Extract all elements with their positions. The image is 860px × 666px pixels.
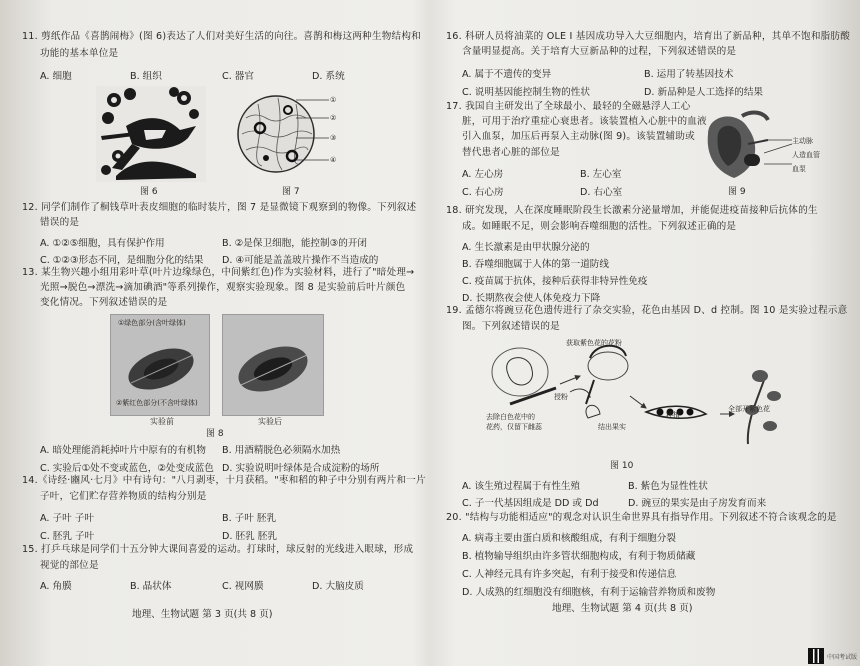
q17-stem-line4: 替代患者心脏的部位是 (462, 147, 560, 158)
label-keep-pistil: 花药，仅留下雌蕊 (486, 423, 542, 431)
q15-stem-line2: 视觉的部位是 (40, 560, 99, 571)
q16-stem-line1: 16. 科研人员将油菜的 OLE I 基因成功导入大豆细胞内，培育出了新品种，其单不饱和脂肪酸 (446, 31, 851, 42)
pea-cross-experiment-figure (470, 334, 800, 454)
q15-option-b: B. 晶状体 (130, 581, 172, 592)
q14-stem-line2: 子叶，它们贮存营养物质的结构分别是 (40, 491, 207, 502)
q16-stem-line2: 含量明显提高。关于培育大豆新品种的过程，下列叙述错误的是 (462, 46, 737, 57)
q14-option-c: C. 胚乳 子叶 (40, 531, 95, 542)
q12-stem-line2: 错误的是 (40, 217, 80, 228)
q16-option-c: C. 说明基因能控制生物的性状 (462, 87, 590, 98)
q14-option-a: A. 子叶 子叶 (40, 513, 94, 524)
q17-option-b: B. 左心室 (580, 169, 622, 180)
q12-option-b: B. ②是保卫细胞，能控制③的开闭 (222, 238, 368, 249)
q13-option-d: D. 实验说明叶绿体是合成淀粉的场所 (222, 463, 380, 474)
q15-option-a: A. 角膜 (40, 581, 72, 592)
label-collect-pollen: 获取紫色花的花粉 (566, 339, 622, 347)
q11-option-c: C. 器官 (222, 71, 254, 82)
q17-option-a: A. 左心房 (462, 169, 504, 180)
label-aorta: 主动脉 (792, 137, 813, 145)
q19-option-d: D. 豌豆的果实是由子房发育而来 (628, 498, 767, 509)
q13-stem-line2: 光照→脱色→漂洗→滴加碘酒"等系列操作，观察实验现象。图 8 是实验前后叶片颜色 (40, 282, 406, 293)
q19-stem-line1: 19. 孟德尔将豌豆花色遗传进行了杂交实验，花色由基因 D、d 控制。图 10 是实验过程示意 (446, 305, 848, 316)
figure-10-caption: 图 10 (610, 461, 634, 471)
q15-option-d: D. 大脑皮质 (312, 581, 364, 592)
q13-option-c: C. 实验后①处不变或蓝色，②处变成蓝色 (40, 463, 214, 474)
q14-option-d: D. 胚乳 胚乳 (222, 531, 277, 542)
q17-stem-line3: 引入血泵，加压后再泵入主动脉(图 9)。该装置辅助或 (462, 131, 695, 142)
qr-code-icon (808, 648, 824, 664)
q19-option-a: A. 该生殖过程属于有性生殖 (462, 481, 581, 492)
q15-stem-line1: 15. 打乒乓球是同学们十五分钟大课间喜爱的运动。打球时，球反射的光线进入眼球，形成 (22, 544, 414, 555)
q12-stem-line1: 12. 同学们制作了桐钱草叶表皮细胞的临时装片，图 7 是显微镜下观察到的物像。下列叙述 (22, 202, 417, 213)
q20-option-d: D. 人成熟的红细胞没有细胞核，有利于运输营养物质和废物 (462, 587, 716, 598)
q18-option-d: D. 长期熬夜会使人体免疫力下降 (462, 293, 601, 304)
label-bear-fruit: 结出果实 (598, 423, 626, 431)
magpie-papercut-figure (96, 86, 206, 182)
figure-8-caption: 图 8 (206, 429, 224, 439)
page-3-footer: 地理、生物试题 第 3 页(共 8 页) (132, 609, 273, 620)
q20-stem: 20. "结构与功能相适应"的观念对认识生命世界具有指导作用。下列叙述不符合该观念的是 (446, 512, 837, 523)
q20-option-b: B. 植物输导组织由许多管状细胞构成，有利于物质储藏 (462, 551, 696, 562)
fig7-label-2: ② (330, 114, 337, 122)
label-before: 实验前 (150, 417, 174, 426)
label-remove-anther: 去除白色花中的 (486, 413, 535, 421)
q12-option-c: C. ①②③形态不同，是细胞分化的结果 (40, 255, 204, 266)
q12-option-d: D. ④可能是盖盖玻片操作不当造成的 (222, 255, 379, 266)
q16-option-d: D. 新品种是人工选择的结果 (644, 87, 764, 98)
q13-stem-line3: 变化情况。下列叙述错误的是 (40, 297, 168, 308)
artificial-heart-figure (698, 104, 770, 182)
q14-option-b: B. 子叶 胚乳 (222, 513, 277, 524)
watermark-text: 中国考试版 (827, 653, 858, 661)
label-after: 实验后 (258, 417, 282, 426)
fig7-label-4: ④ (330, 156, 337, 164)
q17-stem-line1: 17. 我国自主研发出了全球最小、最轻的全磁悬浮人工心 (446, 101, 691, 112)
q13-option-a: A. 暗处理能消耗掉叶片中原有的有机物 (40, 445, 206, 456)
figure-6-caption: 图 6 (140, 187, 158, 197)
figure-9-caption: 图 9 (728, 187, 746, 197)
q19-option-b: B. 紫色为显性性状 (628, 481, 708, 492)
leaf-after-photo (222, 314, 324, 416)
q15-option-c: C. 视网膜 (222, 581, 264, 592)
q18-option-a: A. 生长激素是由甲状腺分泌的 (462, 242, 590, 253)
label-green-part: ①绿色部分(含叶绿体) (118, 319, 186, 327)
q18-stem-line2: 成。如睡眠不足，则会影响吞噬细胞的活性。下列叙述正确的是 (462, 221, 737, 232)
figure-7-caption: 图 7 (282, 187, 300, 197)
q11-stem-line2: 功能的基本单位是 (40, 48, 119, 59)
page-4-column (430, 0, 860, 666)
q19-stem-line2: 图。下列叙述错误的是 (462, 321, 560, 332)
label-pollinate: 授粉 (554, 393, 568, 401)
q16-option-b: B. 运用了转基因技术 (644, 69, 734, 80)
q19-option-c: C. 子一代基因组成是 DD 或 Dd (462, 498, 599, 509)
q11-option-a: A. 细胞 (40, 71, 72, 82)
q20-option-c: C. 人神经元具有许多突起，有利于接受和传递信息 (462, 569, 677, 580)
q17-option-c: C. 右心房 (462, 187, 504, 198)
q13-stem-line1: 13. 某生物兴趣小组用彩叶草(叶片边缘绿色，中间紫红色)作为实验材料，进行了"暗处理→ (22, 267, 415, 278)
q11-option-b: B. 组织 (130, 71, 162, 82)
q18-stem-line1: 18. 研究发现，人在深度睡眠阶段生长激素分泌量增加，并能促进疫苗接种后抗体的生 (446, 205, 818, 216)
fig7-label-3: ③ (330, 134, 337, 142)
q11-option-d: D. 系统 (312, 71, 345, 82)
fig9-leader-lines (764, 138, 794, 168)
label-plant: 种植 (666, 411, 680, 419)
page-4-footer: 地理、生物试题 第 4 页(共 8 页) (552, 603, 693, 614)
q13-option-b: B. 用酒精脱色必须隔水加热 (222, 445, 341, 456)
watermark-badge (808, 648, 857, 664)
q16-option-a: A. 属于不遗传的变异 (462, 69, 552, 80)
q17-option-d: D. 右心室 (580, 187, 623, 198)
q14-stem-line1: 14.《诗经·豳风·七月》中有诗句："八月剥枣，十月获稻。"枣和稻的种子中分别有两片和一片 (22, 475, 426, 486)
label-artificial-vessel: 人造血管 (792, 151, 820, 159)
q18-option-c: C. 疫苗属于抗体，接种后获得非特异性免疫 (462, 276, 648, 287)
label-all-purple: 全部开紫色花 (728, 405, 770, 413)
fig7-label-1: ① (330, 96, 337, 104)
fig7-leader-lines (296, 98, 330, 164)
q18-option-b: B. 吞噬细胞属于人体的第一道防线 (462, 259, 609, 270)
q17-stem-line2: 脏，可用于治疗重症心衰患者。该装置植入心脏中的血液 (462, 116, 707, 127)
q12-option-a: A. ①②⑤细胞，具有保护作用 (40, 238, 165, 249)
q11-stem-line1: 11. 剪纸作品《喜鹊闹梅》(图 6)表达了人们对美好生活的向往。喜鹊和梅这两种生物结构和 (22, 31, 421, 42)
label-purple-part: ②紫红色部分(不含叶绿体) (116, 399, 198, 407)
label-blood-pump: 血泵 (792, 165, 806, 173)
q20-option-a: A. 病毒主要由蛋白质和核酸组成，有利于细胞分裂 (462, 533, 676, 544)
